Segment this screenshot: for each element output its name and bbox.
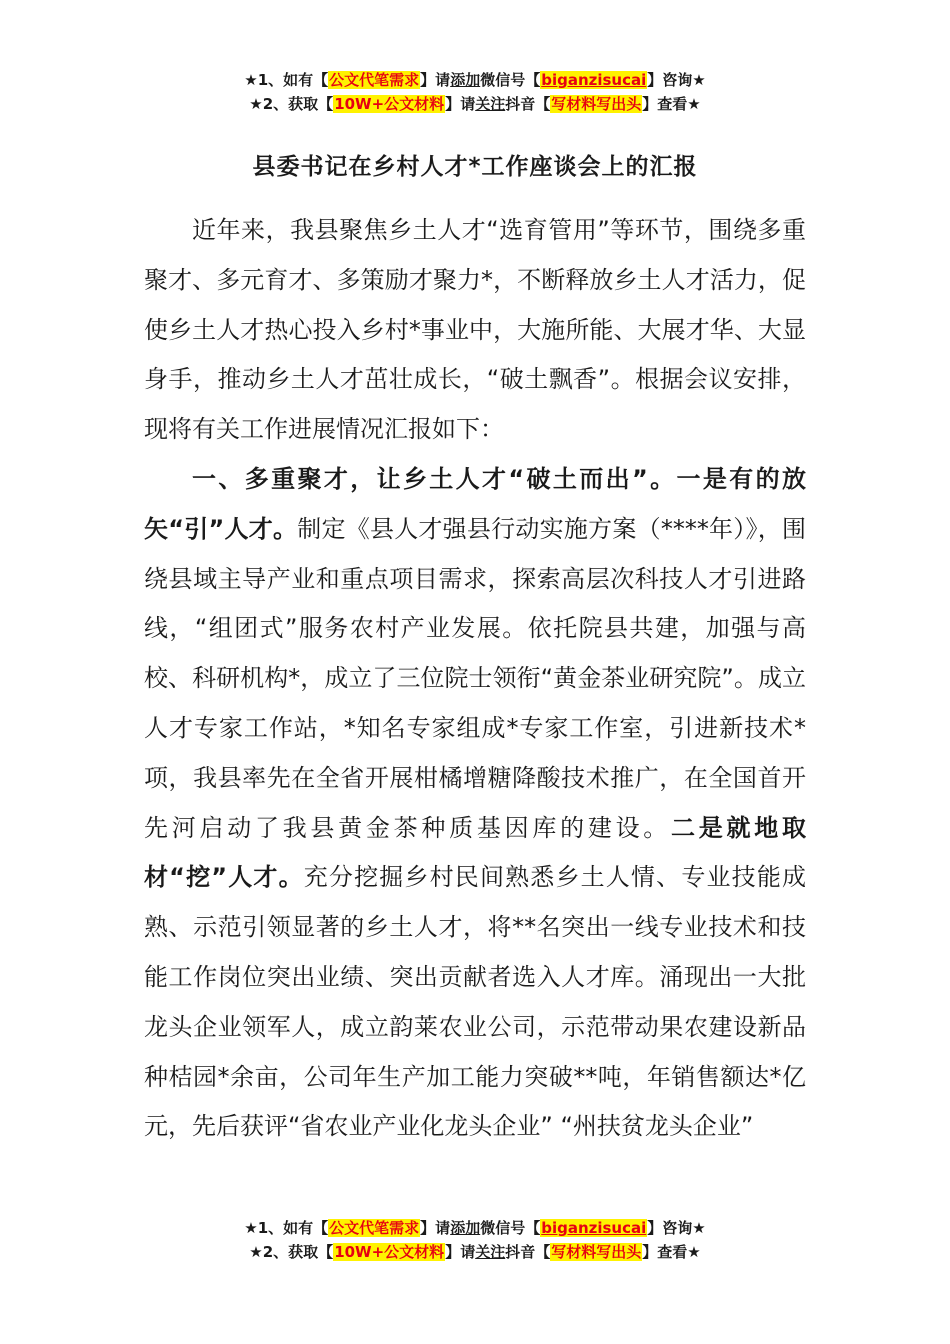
banner-emphasis: 添加 <box>450 71 481 89</box>
header-banner <box>0 68 950 116</box>
wechat-id-link[interactable]: biganzisucai <box>541 1219 647 1237</box>
banner-text: 】查看★ <box>642 95 701 113</box>
paragraph-text: 制定《县人才强县行动实施方案（****年）》，围绕县域主导产业和重点项目需求，探索高层次科技人才引进路线，“组团式”服务农村产业发展。依托院县共建，加强与高校、科研机构*，成立了三位院士领衔“黄金茶业研究院”。成立人才专家工作站，*知名专家组成*专家工作室，引进新技术*项，我县率先在全省开展柑橘增糖降酸技术推广，在全国首开先河启动了我县黄金茶种质基因库的建设。 <box>144 514 807 842</box>
banner-highlight: 10W+公文材料 <box>334 1243 445 1261</box>
banner-line-2 <box>0 1240 950 1264</box>
banner-text: ★1、如有【 <box>244 71 329 89</box>
banner-text: 】咨询★ <box>647 1219 706 1237</box>
banner-text: 】请 <box>420 71 451 89</box>
banner-line-1 <box>0 68 950 92</box>
footer-banner <box>0 1216 950 1264</box>
section-paragraph <box>144 455 806 1152</box>
banner-highlight: 10W+公文材料 <box>334 95 445 113</box>
paragraph-text: 充分挖掘乡村民间熟悉乡土人情、专业技能成熟、示范引领显著的乡土人才，将**名突出一线专业技术和技能工作岗位突出业绩、突出贡献者选入人才库。涌现出一大批龙头企业领军人，成立韵莱农业公司，示范带动果农建设新品种桔园*余亩，公司年生产加工能力突破**吨，年销售额达*亿元，先后获评“省农业产业化龙头企业” “州扶贫龙头企业” <box>144 863 807 1141</box>
banner-text: 抖音【 <box>505 1243 551 1261</box>
banner-emphasis: 关注 <box>475 1243 506 1261</box>
section-heading: 一、多重聚才，让乡土人才“破土而出”。 <box>192 464 677 493</box>
banner-emphasis: 关注 <box>475 95 506 113</box>
document-title: 县委书记在乡村人才*工作座谈会上的汇报 <box>252 154 698 180</box>
banner-text: 】请 <box>420 1219 451 1237</box>
banner-line-1 <box>0 1216 950 1240</box>
banner-text: ★2、获取【 <box>249 1243 334 1261</box>
douyin-account-highlight: 写材料写出头 <box>551 1243 642 1261</box>
document-body <box>144 206 806 1152</box>
banner-text: 微信号【 <box>480 71 541 89</box>
banner-highlight: 公文代笔需求 <box>329 1219 420 1237</box>
banner-text: 微信号【 <box>480 1219 541 1237</box>
banner-text: ★2、获取【 <box>249 95 334 113</box>
wechat-id-link[interactable]: biganzisucai <box>541 71 647 89</box>
banner-text: 】请 <box>445 1243 476 1261</box>
banner-text: 抖音【 <box>505 95 551 113</box>
douyin-account-highlight: 写材料写出头 <box>551 95 642 113</box>
banner-text: ★1、如有【 <box>244 1219 329 1237</box>
banner-text: 】查看★ <box>642 1243 701 1261</box>
subsection-heading: 二是就地取材“挖”人才。 <box>144 813 807 892</box>
banner-line-2 <box>0 92 950 116</box>
banner-text: 】请 <box>445 95 476 113</box>
banner-text: 】咨询★ <box>647 71 706 89</box>
banner-highlight: 公文代笔需求 <box>329 71 420 89</box>
subsection-heading: 一是有的放矢“引”人才。 <box>144 464 807 543</box>
banner-emphasis: 添加 <box>450 1219 481 1237</box>
intro-paragraph: 近年来，我县聚焦乡土人才“选育管用”等环节，围绕多重聚才、多元育才、多策励才聚力*，不断释放乡土人才活力，促使乡土人才热心投入乡村*事业中，大施所能、大展才华、大显身手，推动乡土人才茁壮成长，“破土飘香”。根据会议安排，现将有关工作进展情况汇报如下： <box>144 216 806 444</box>
